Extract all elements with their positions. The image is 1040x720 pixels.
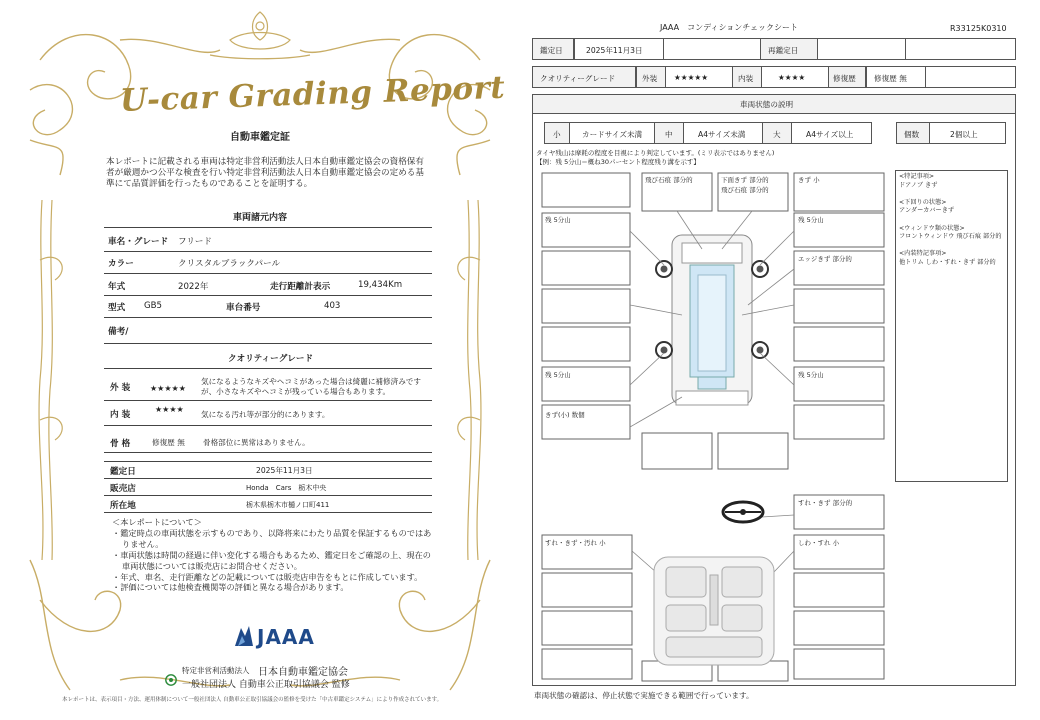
special-note-line: ドアノブ きず xyxy=(899,181,938,189)
tire-note: タイヤ残山は摩耗の程度を目視により判定しています。(ミリ表示ではありません) xyxy=(536,149,775,157)
interior-note: 気になる汚れ等が部分的にあります。 xyxy=(201,410,330,419)
steering-wheel-icon xyxy=(723,502,763,522)
count-value: 2個以上 xyxy=(950,130,978,139)
callout-rear: きず(小) 数個 xyxy=(545,411,585,419)
dealer-label: 販売店 xyxy=(110,484,136,494)
model-label: 型式 xyxy=(108,303,126,313)
interior-label: 内 装 xyxy=(110,410,131,420)
certificate-statement: 本レポートに記載される車両は特定非営利活動法人日本自動車鑑定協会の資格保有者が厳週かつ公平な検査を行い特定非営利活動法人日本自動車鑑定協会の定める基準にて品質評価を行ったものであることを証明する。 xyxy=(106,157,424,189)
color-value: クリスタルブラックパール xyxy=(178,259,281,269)
car-top-view xyxy=(656,235,768,405)
year-value: 2022年 xyxy=(178,282,209,292)
address-label: 所在地 xyxy=(110,501,136,511)
special-notes xyxy=(899,173,1007,268)
remarks-label: 備考/ xyxy=(108,327,129,337)
note-item: ・車両状態は時間の経過に伴い変化する場合もあるため、鑑定日をご確認の上、現在の車両状態については販売店にお問合せください。 xyxy=(112,549,431,571)
quality-label: クオリティーグレード xyxy=(540,74,616,83)
car-interior-view xyxy=(654,557,774,665)
car-name-value: フリード xyxy=(178,237,213,247)
count-label: 個数 xyxy=(904,130,920,139)
callout-tire-fl: 残 5分山 xyxy=(545,216,571,224)
special-note-line: <特記事項> xyxy=(899,173,935,180)
sheet-footer: 車両状態の確認は、停止状態で実施できる範囲で行っています。 xyxy=(534,691,754,700)
section-title: 車両状態の説明 xyxy=(740,100,794,109)
sheet-id: R33125K0310 xyxy=(950,24,1007,33)
size-mid-desc: A4サイズ未満 xyxy=(698,130,746,139)
org-type: 特定非営利活動法人 xyxy=(182,666,250,675)
color-label: カラー xyxy=(108,259,134,269)
chassis-label: 車台番号 xyxy=(226,303,261,313)
repair-label: 修復歴 xyxy=(833,74,856,83)
size-large-label: 大 xyxy=(773,130,781,139)
mileage-value: 19,434Km xyxy=(358,280,403,290)
callout-edge: エッジきず 部分的 xyxy=(798,255,852,263)
callout-tire-rl: 残 5分山 xyxy=(545,371,571,379)
frame-label: 骨 格 xyxy=(110,439,131,449)
car-name-label: 車名・グレード xyxy=(108,237,169,247)
note-item: ・鑑定時点の車両状態を示すものであり、以降将来にわたり品質を保証するものではありません。 xyxy=(112,527,432,549)
address-value: 栃木県栃木市樋ノ口町411 xyxy=(246,501,330,509)
int-label: 内装 xyxy=(738,74,754,83)
exterior-note: 気になるようなキズやヘコミがあった場合は綺麗に補修済みですが、小さなキズやヘコミが残っている場合もあります。 xyxy=(201,377,421,396)
size-small-desc: カードサイズ未満 xyxy=(582,130,643,139)
jaaa-logo-text: JAAA xyxy=(257,625,315,649)
special-note-line: 他トリム しわ・すれ・きず 部分的 xyxy=(899,258,996,266)
jaaa-logo-icon xyxy=(233,622,255,648)
dealer-value: Honda Cars 栃木中央 xyxy=(246,484,327,492)
special-note-line: <内装特記事項> xyxy=(899,250,947,258)
special-note-line: フロントウィンドウ 飛び石痕 部分的 xyxy=(899,233,1002,241)
date-value: 2025年11月3日 xyxy=(586,46,643,55)
special-note-line: <ウィンドウ類の状態> xyxy=(899,224,965,232)
appraisal-date-value: 2025年11月3日 xyxy=(256,466,313,475)
ext-stars: ★★★★★ xyxy=(674,73,709,82)
chassis-value: 403 xyxy=(324,301,341,311)
callout-front: 飛び石痕 部分的 xyxy=(645,176,693,184)
report-footnote: 本レポートは、表示項目・方法、運用体制について一般社団法人 自動車公正取引協議会の監修を受けた「中古車鑑定システム」により作成されています。 xyxy=(62,697,443,703)
appraisal-date-label: 鑑定日 xyxy=(110,467,136,477)
callout-scratch-small: きず 小 xyxy=(798,176,820,184)
ext-label: 外装 xyxy=(642,74,658,83)
mileage-label: 走行距離計表示 xyxy=(270,282,331,292)
callout-tire-fr: 残 5分山 xyxy=(798,216,824,224)
spec-heading: 車両諸元内容 xyxy=(232,213,287,223)
quality-heading: クオリティーグレード xyxy=(228,354,314,364)
interior-stars: ★★★★ xyxy=(155,405,184,414)
redate-label: 再鑑定日 xyxy=(768,46,799,55)
sheet-title: JAAA コンディションチェックシート xyxy=(660,23,799,32)
callout-seat-left: すれ・きず・汚れ 小 xyxy=(545,539,606,547)
special-note-line: <下回りの状態> xyxy=(899,198,947,206)
frame-note: 骨格部位に異常はありません。 xyxy=(203,438,310,447)
size-small-label: 小 xyxy=(553,130,561,139)
supervisor-org: 一般社団法人 自動車公正取引協議会 監修 xyxy=(182,680,350,690)
tire-example: 【例：残 5分山＝概ね30パーセント程度残り溝を示す】 xyxy=(536,158,700,166)
report-title: U-car Grading Report xyxy=(119,69,506,120)
int-stars: ★★★★ xyxy=(778,73,806,82)
exterior-stars: ★★★★★ xyxy=(150,384,186,393)
frame-value: 修復歴 無 xyxy=(152,438,185,447)
size-large-desc: A4サイズ以上 xyxy=(806,130,854,139)
note-item: ・年式、車名、走行距離などの記載については販売店申告をもとに作成しています。 xyxy=(112,571,423,582)
vehicle-diagram xyxy=(532,165,892,685)
council-emblem-icon xyxy=(165,674,177,686)
certificate-heading: 自動車鑑定証 xyxy=(230,132,290,143)
model-value: GB5 xyxy=(144,301,163,311)
callout-seat-right: しわ・すれ 小 xyxy=(798,539,840,547)
condition-check-sheet xyxy=(520,0,1040,720)
callout-underbody: 下面きず 部分的 xyxy=(721,176,769,184)
callout-tire-rr: 残 5分山 xyxy=(798,371,824,379)
exterior-label: 外 装 xyxy=(110,383,131,393)
year-label: 年式 xyxy=(108,282,126,292)
size-mid-label: 中 xyxy=(665,130,673,139)
date-label: 鑑定日 xyxy=(540,46,563,55)
report-notes xyxy=(112,517,432,593)
notes-title: ＜本レポートについて＞ xyxy=(112,517,202,527)
callout-wheel: すれ・きず 部分的 xyxy=(798,499,853,507)
special-note-line: アンダーカバーきず xyxy=(899,207,955,215)
org-name: 日本自動車鑑定協会 xyxy=(258,667,348,678)
callout-chip: 飛び石痕 部分的 xyxy=(721,186,769,194)
repair-value: 修復歴 無 xyxy=(874,74,907,83)
note-item: ・評価については他検査機関等の評価と異なる場合があります。 xyxy=(112,582,349,593)
